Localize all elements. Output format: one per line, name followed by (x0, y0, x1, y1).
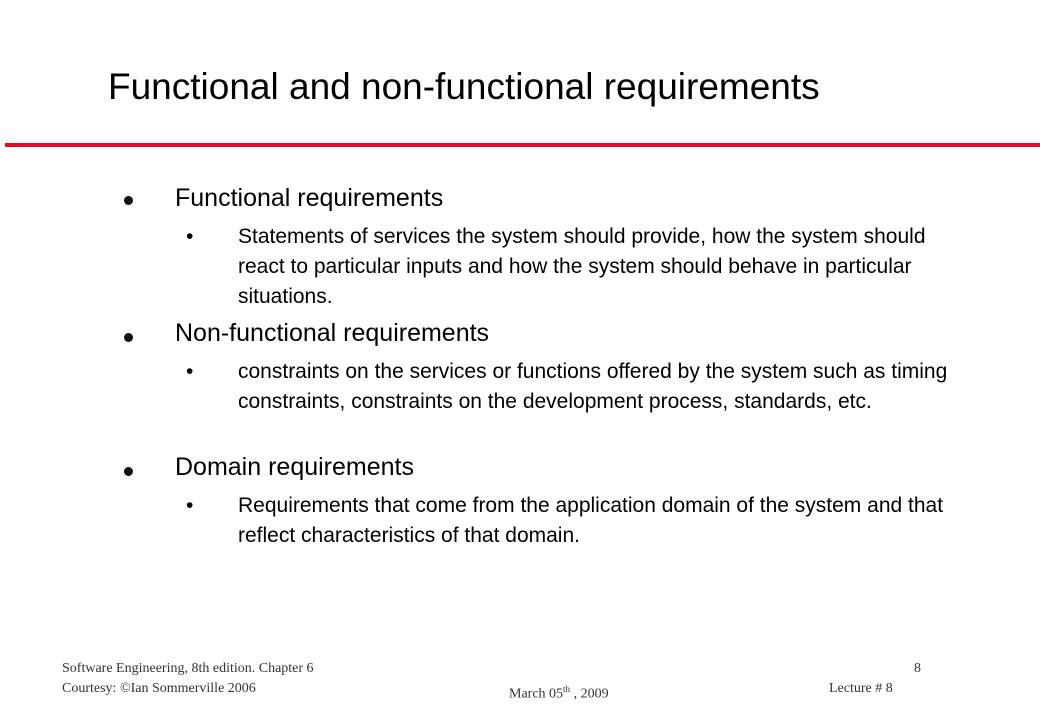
sub-bullet-icon: • (186, 360, 194, 383)
footer-courtesy: Courtesy: ©Ian Sommerville 2006 (62, 681, 256, 696)
sub-bullet-icon: • (186, 225, 194, 248)
footer-page-number: 8 (914, 661, 921, 676)
section-heading: Domain requirements (175, 453, 414, 481)
section-detail: constraints on the services or functions offered by the system such as timing constraints, constraints on the development process, standards, etc. (238, 360, 948, 413)
bullet-icon (124, 467, 133, 476)
sub-bullet-icon: • (186, 494, 194, 517)
footer-lecture: Lecture # 8 (829, 681, 893, 696)
section-detail: Requirements that come from the application domain of the system and that reflect characteristics of that domain. (238, 494, 944, 547)
section-heading: Non-functional requirements (175, 319, 490, 347)
slide-title: Functional and non-functional requirements (108, 66, 820, 107)
bullet-icon (124, 196, 133, 205)
bullet-icon (124, 333, 133, 342)
section-heading: Functional requirements (175, 184, 444, 212)
footer-book: Software Engineering, 8th edition. Chapter 6 (62, 661, 314, 676)
footer-date: March 05th , 2009 (509, 684, 609, 702)
section-detail: Statements of services the system should provide, how the system should react to particular inputs and how the system should behave in particular situations. (238, 225, 926, 308)
